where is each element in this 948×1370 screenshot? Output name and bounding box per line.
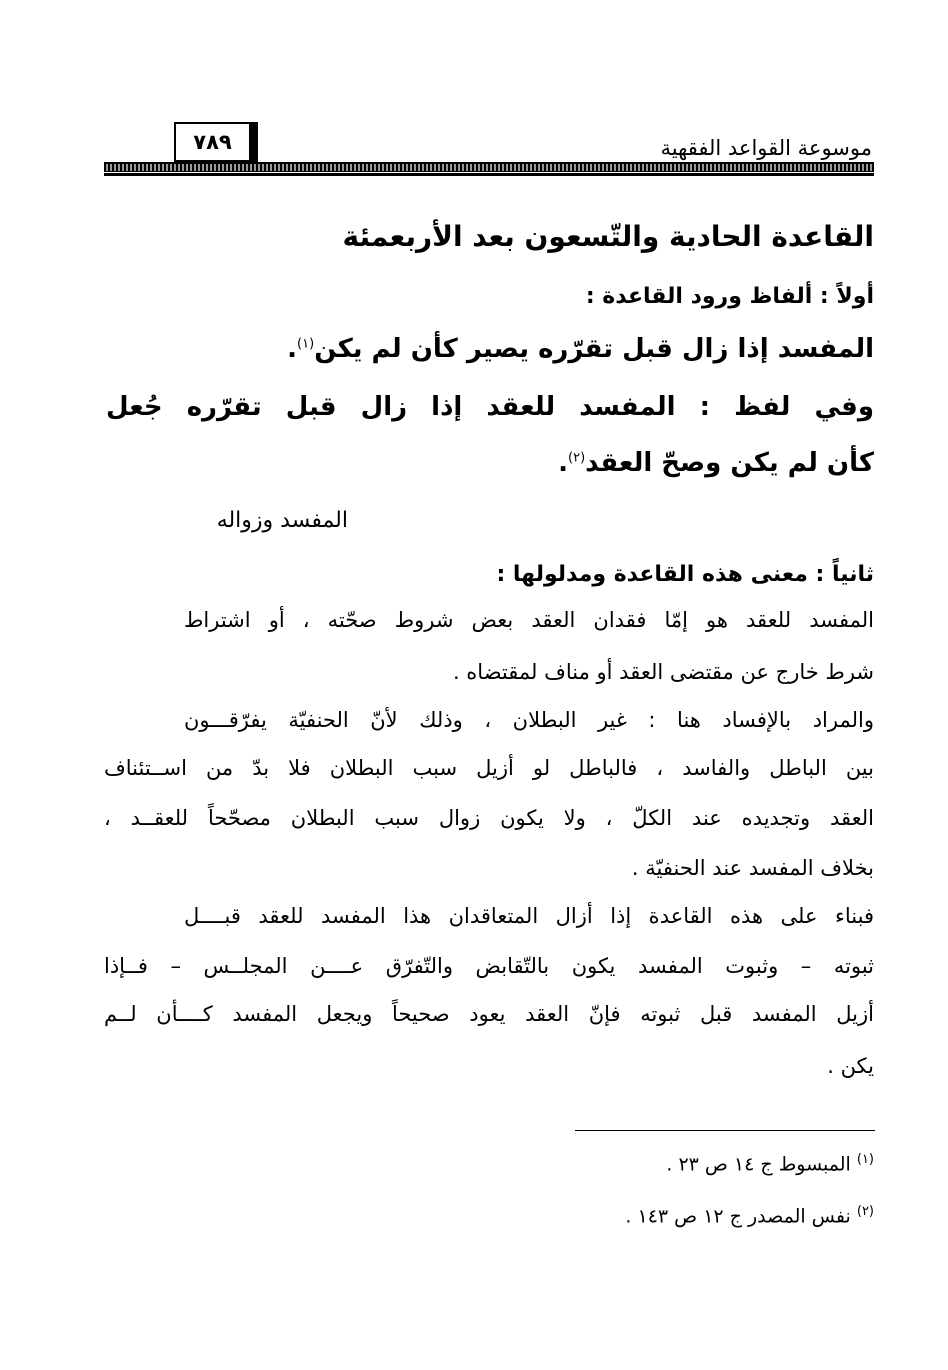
page-number-box bbox=[174, 122, 258, 162]
paragraph3-line2: ثبوته – وثبوت المفسد يكون بالتّقابض والتّفرّق عــــن المجلــس – فــإذا bbox=[104, 954, 874, 978]
footnote-1-ref: (١) bbox=[856, 1152, 874, 1167]
rule-heading: القاعدة الحادية والتّسعون بعد الأربعمئة bbox=[342, 220, 874, 253]
paragraph2-line4: بخلاف المفسد عند الحنفيّة . bbox=[631, 856, 874, 880]
rule-text-2-line2-body: كأن لم يكن وصحّ العقد bbox=[585, 448, 874, 478]
paragraph3-line3: أزيل المفسد قبل ثبوته فإنّ العقد يعود صحيحاً ويجعل المفسد كــــأن لــم bbox=[104, 1002, 874, 1026]
paragraph2-line1: والمراد بالإفساد هنا : غير البطلان ، وذلك لأنّ الحنفيّة يفرّقـــون bbox=[184, 708, 874, 732]
paragraph3-line1: فبناء على هذه القاعدة إذا أزال المتعاقدان هذا المفسد للعقد قبــــل bbox=[184, 904, 874, 928]
rule-text-1-end: . bbox=[287, 334, 298, 364]
footnote-ref-2: (٢) bbox=[568, 450, 586, 466]
footnote-2-text: نفس المصدر ج ١٢ ص ١٤٣ . bbox=[625, 1205, 851, 1228]
rule-text-2-end: . bbox=[558, 448, 569, 478]
paragraph1-line2: شرط خارج عن مقتضى العقد أو مناف لمقتضاه . bbox=[452, 660, 874, 684]
rule-text-2-line1 bbox=[106, 392, 874, 422]
footnote-ref-1: (١) bbox=[297, 336, 315, 352]
paragraph2-line2: بين الباطل والفاسد ، فالباطل لو أزيل سبب البطلان فلا بدّ من اســتئناف bbox=[104, 756, 874, 780]
rule-text-2-line2 bbox=[104, 448, 874, 478]
paragraph1-line1: المفسد للعقد هو إمّا فقدان العقد بعض شروط صحّته ، أو اشتراط bbox=[184, 608, 874, 632]
page-header bbox=[104, 118, 874, 180]
footnote-separator bbox=[575, 1130, 875, 1131]
footnote-1-text: المبسوط ج ١٤ ص ٢٣ . bbox=[666, 1153, 851, 1176]
topic-note: المفسد وزواله bbox=[216, 508, 348, 533]
footnote-2 bbox=[104, 1204, 874, 1227]
section2-title: ثانياً : معنى هذه القاعدة ومدلولها : bbox=[496, 562, 874, 587]
footnote-2-ref: (٢) bbox=[856, 1204, 874, 1219]
section1-title: أولاً : ألفاظ ورود القاعدة : bbox=[585, 284, 874, 309]
rule-text-1 bbox=[104, 334, 874, 364]
book-title: موسوعة القواعد الفقهية bbox=[660, 136, 872, 160]
page-number: ٧٨٩ bbox=[193, 130, 232, 154]
header-rule-thin bbox=[104, 173, 874, 176]
header-rule-thick bbox=[104, 162, 874, 172]
rule-text-2-line1-body: وفي لفظ : المفسد للعقد إذا زال قبل تقرّره جُعل bbox=[106, 392, 874, 422]
rule-text-1-body: المفسد إذا زال قبل تقرّره يصير كأن لم يكن bbox=[314, 334, 874, 364]
paragraph2-line3: العقد وتجديده عند الكلّ ، ولا يكون زوال سبب البطلان مصحّحاً للعقــد ، bbox=[104, 806, 874, 830]
footnote-1 bbox=[104, 1152, 874, 1175]
paragraph3-line4: يكن . bbox=[827, 1054, 874, 1078]
